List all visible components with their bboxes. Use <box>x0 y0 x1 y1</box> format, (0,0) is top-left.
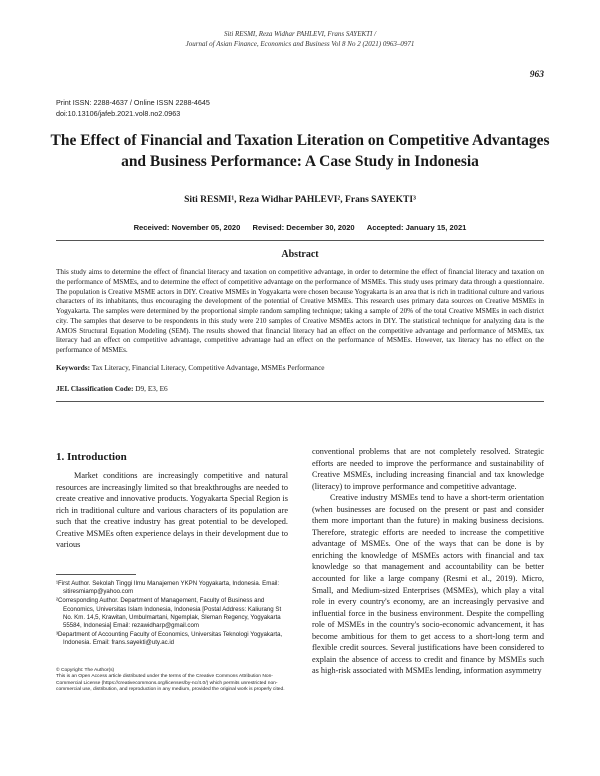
received-date: Received: November 05, 2020 <box>133 223 241 232</box>
jel-label: JEL Classification Code: <box>56 384 134 393</box>
section-heading-introduction: 1. Introduction <box>56 451 127 463</box>
author-list: Siti RESMI¹, Reza Widhar PAHLEVI², Frans SAYEKTI³ <box>184 195 416 205</box>
footnote-corresponding-author: ²Corresponding Author. Department of Management, Faculty of Business and Economics, Universitas Islam Indonesia, Indonesia [Postal Address: Kaliurang St No. Km. 14,5, Krawitan, Umbulmartani, Ngemplak, Sleman Regency, Yogyakarta 55584, Indonesia] Email: rezawidharp@gmail.com <box>56 597 282 630</box>
jel-text: D9, E3, E6 <box>135 384 168 393</box>
running-head-journal: Journal of Asian Finance, Economics and Business Vol 8 No 2 (2021) 0963–0971 <box>185 39 415 48</box>
footnote-divider <box>56 574 136 575</box>
intro-paragraph-1: Market conditions are increasingly competitive and natural resources are increasingly limited so that breakthroughs are needed to create creative and innovative products. Yogyakarta Special Region is rich in traditional culture and various characters of its population are such that the creative industry has great potential to be developed. Creative MSMEs often experience delays in their development due to various <box>56 471 288 550</box>
abstract-heading: Abstract <box>281 249 319 260</box>
footnotes <box>56 580 288 649</box>
footnote-first-author: ¹First Author. Sekolah Tinggi Ilmu Manajemen YKPN Yogyakarta, Indonesia. Email: sitiresmiamp@yahoo.com <box>56 580 280 596</box>
intro-paragraph-continued: conventional problems that are not completely resolved. Strategic efforts are needed to improve the performance and sustainability of Creative MSMEs, including increasing financial and tax knowledge (literacy) to improve performance and competitive advantage. <box>312 447 544 491</box>
revised-date: Revised: December 30, 2020 <box>252 223 355 232</box>
bottom-divider <box>56 401 544 402</box>
running-head-authors: Siti RESMI, Reza Widhar PAHLEVI, Frans SAYEKTI / <box>223 30 377 38</box>
accepted-date: Accepted: January 15, 2021 <box>366 223 467 232</box>
right-column <box>312 446 544 677</box>
issn-line: Print ISSN: 2288-4637 / Online ISSN 2288-4645 <box>56 98 210 107</box>
intro-paragraph-2: Creative industry MSMEs tend to have a short-term orientation (when businesses are focused on the present or past and consider them more important than the future) in making business decisions. Therefore, strategic efforts are needed to increase the competitive advantage of MSMEs. One of the ways that can be done is by enriching the knowledge of MSMEs actors with financial and tax knowledge so that management and accountability can be better accounted for like a large company (Resmi et al., 2019). Micro, Small, and Medium-sized Enterprises (MSMEs), which play a vital role in every country's economy, are an increasingly pervasive and influential force in the business environment. Despite the compelling role of MSMEs in the country's socio-economic advancement, it has become ambitious for them to get access to a short-long term and flexible credit sources. Several justifications have been considered to explain the absence of access to credit and finance by MSMEs such as high-risk associated with MSMEs lending, information asymmetry <box>312 493 544 676</box>
abstract-text: This study aims to determine the effect of financial literacy and taxation on competitive advantage, in order to determine the effect of financial literacy and taxation on the performance of MSMEs, and to determine the effect of competitive advantage on the performance of MSMEs. This study uses primary data through a questionnaire. The population is Creative MSME actors in DIY. Creative MSMEs in Yogyakarta were chosen because Yogyakarta is an area that is rich in traditional culture and various characters of its inhabitants, thus encouraging the development of the potential of Creative MSMEs. This research uses primary data sources on Creative MSMEs in Yogyakarta. The samples were determined by the proportional simple random sampling technique; taking a sample of 20% of the total Creative MSMEs in each district city. The samples that deserve to be respondents in this study were 210 samples of Creative MSMEs actors in DIY. The statistical technique for analyzing data is the AMOS Structural Equation Modeling (SEM). The results showed that financial literacy had an effect on the competitive advantage and performance of MSMEs, tax literacy had an effect on competitive advantage, competitive advantage had an effect on the performance of MSMEs. However, tax literacy has no effect on the performance of MSMEs. <box>56 268 544 354</box>
page-number: 963 <box>529 70 544 80</box>
doi-line: doi:10.13106/jafeb.2021.vol8.no2.0963 <box>56 108 181 118</box>
copyright-line: © Copyright: The Author(s) <box>56 668 115 673</box>
submission-dates <box>0 223 600 232</box>
jel-codes <box>56 384 544 393</box>
left-column <box>56 470 288 551</box>
keywords <box>56 363 544 372</box>
paper-title: The Effect of Financial and Taxation Literation on Competitive Advantages and Business Performance: A Case Study in Indonesia <box>50 132 550 170</box>
top-divider <box>56 240 544 241</box>
print-info <box>56 98 210 119</box>
running-head <box>0 30 600 49</box>
keywords-text: Tax Literacy, Financial Literacy, Competitive Advantage, MSMEs Performance <box>91 363 325 372</box>
license-text: This is an Open Access article distributed under the terms of the Creative Commons Attribution Non-Commercial License (https://creativecommons.org/licenses/by-nc/4.0/) which permits unrestricted non-commercial use, distribution, and reproduction in any medium, provided the original work is properly cited. <box>56 674 285 692</box>
keywords-label: Keywords: <box>56 363 91 372</box>
footnote-third-author: ³Department of Accounting Faculty of Economics, Universitas Teknologi Yogyakarta, Indonesia. Email: frans.sayekti@uty.ac.id <box>56 631 283 647</box>
copyright-notice <box>56 668 288 693</box>
